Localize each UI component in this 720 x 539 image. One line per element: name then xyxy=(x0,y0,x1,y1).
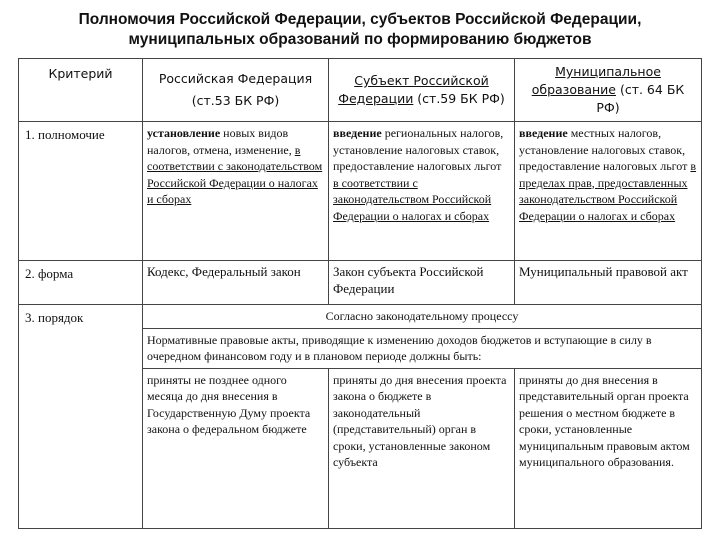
row-power-municipal xyxy=(515,122,702,261)
header-subject xyxy=(329,59,515,122)
procedure-subject: приняты до дня внесения проекта закона о бюджете в законодательный (представительный) орган в сроки, установленные законом субъекта xyxy=(329,368,515,528)
header-subject-article: (ст.59 БК РФ) xyxy=(413,91,505,106)
procedure-rf: приняты не позднее одного месяца до дня внесения в Государственную Думу проекта закона о федеральном бюджете xyxy=(143,368,329,528)
municipal-power-link[interactable]: в пределах прав, предоставленных законодательством Российской Федерации о налогах и сборах xyxy=(519,159,697,223)
row-procedure-general xyxy=(19,305,702,329)
rf-power-link[interactable]: в соответствии с законодательством Российской Федерации о налогах и сборах xyxy=(147,142,323,206)
row-procedure-label: 3. порядок xyxy=(19,305,143,529)
title-line-1: Полномочия Российской Федерации, субъектов Российской Федерации, xyxy=(78,11,642,28)
row-form-label: 2. форма xyxy=(19,261,143,305)
rf-power-text: новых видов налогов, отмена, изменение, xyxy=(147,126,295,157)
header-municipal xyxy=(515,59,702,122)
header-subject-link[interactable]: Субъект Российской Федерации xyxy=(338,73,489,106)
title-line-2: муниципальных образований по формированию бюджетов xyxy=(128,31,592,48)
rf-power-lead: установление xyxy=(147,126,221,140)
row-form-subject: Закон субъекта Российской Федерации xyxy=(329,261,515,305)
subject-power-link[interactable]: в соответствии с законодательством Российской Федерации о налогах и сборах xyxy=(333,175,492,223)
municipal-power-lead: введение xyxy=(519,126,568,140)
header-rf-name: Российская Федерация xyxy=(158,71,313,86)
row-power-label: 1. полномочие xyxy=(19,122,143,261)
subject-power-lead: введение xyxy=(333,126,382,140)
header-row xyxy=(19,59,702,122)
row-power-rf xyxy=(143,122,329,261)
subject-power-text: региональных налогов, установление налоговых ставок, предоставление налоговых льгот xyxy=(333,126,504,173)
header-municipal-link[interactable]: Муниципальное образование xyxy=(531,64,661,97)
page-title xyxy=(0,10,720,50)
header-rf-article: (ст.53 БК РФ) xyxy=(191,93,280,108)
header-criterion-label: Критерий xyxy=(48,66,113,81)
procedure-municipal: приняты до дня внесения в представительный орган проекта решения о местном бюджете в сроки, установленные муниципальным правовым актом муниципального образования. xyxy=(515,368,702,528)
header-municipal-article: (ст. 64 БК РФ) xyxy=(596,82,685,115)
row-power xyxy=(19,122,702,261)
header-criterion xyxy=(19,59,143,122)
header-rf xyxy=(143,59,329,122)
row-form xyxy=(19,261,702,305)
procedure-general: Согласно законодательному процессу xyxy=(143,305,702,329)
powers-table xyxy=(18,58,702,529)
municipal-power-text: местных налогов, установление налоговых ставок, предоставление налоговых льгот xyxy=(519,126,691,173)
row-form-municipal: Муниципальный правовой акт xyxy=(515,261,702,305)
row-power-subject xyxy=(329,122,515,261)
row-form-rf: Кодекс, Федеральный закон xyxy=(143,261,329,305)
procedure-note: Нормативные правовые акты, приводящие к изменению доходов бюджетов и вступающие в силу в очередном финансовом году и в плановом периоде должны быть: xyxy=(143,328,702,368)
